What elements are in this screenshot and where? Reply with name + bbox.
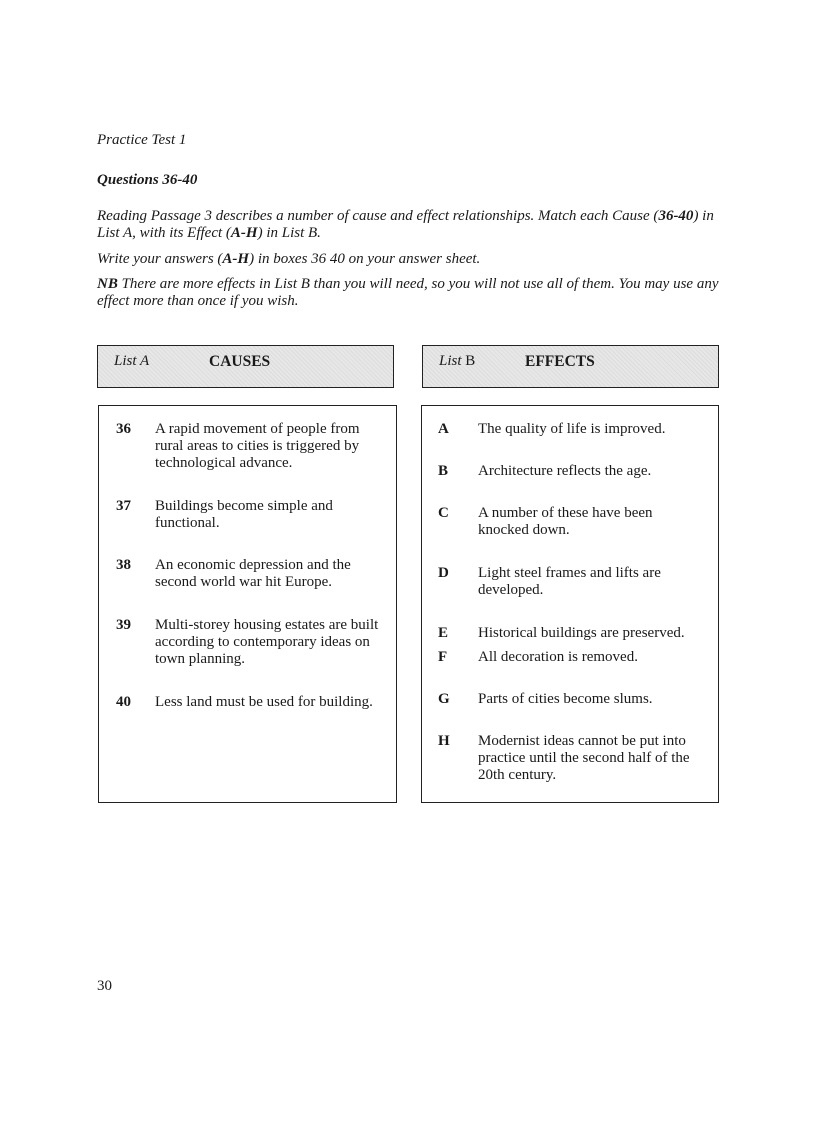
cause-text: Buildings become simple and functional. [155,498,333,531]
page-number: 30 [97,978,112,994]
instruction-text: ) in boxes 36 40 on your answer sheet. [249,251,481,267]
effect-item [438,691,713,711]
cause-text: Less land must be used for building. [155,694,373,710]
effect-letter: F [438,649,448,665]
list-a-title: CAUSES [209,353,271,370]
instruction-paragraph-3 [97,276,727,310]
list-b-tag-italic: List [439,353,462,369]
effect-text: Historical buildings are preserved. [478,625,685,641]
instruction-text: Write your answers ( [97,251,223,267]
effect-text: Architecture reflects the age. [478,463,652,479]
cause-number: 37 [116,498,131,514]
list-a-tag-text: List A [114,353,150,369]
cause-text: Multi-storey housing estates are built according to contemporary ideas on town planning. [155,617,379,667]
cause-item [116,421,386,481]
cause-text: A rapid movement of people from rural areas to cities is triggered by technological advance. [155,421,360,471]
instruction-text: ) in List B. [257,225,321,241]
questions-heading: Questions 36-40 [97,172,198,188]
effect-letter: H [438,733,450,749]
list-a-tag [114,353,149,370]
instruction-text: Reading Passage 3 describes a number of cause and effect relationships. Match each Cause ( [97,208,659,224]
instruction-bold: NB [97,276,118,292]
instruction-text: There are more effects in List B than you will need, so you will not use all of them. You may use any effect more than once if you wish. [97,276,719,309]
effect-letter: B [438,463,449,479]
effect-text: The quality of life is improved. [478,421,666,437]
instruction-paragraph-1 [97,208,727,242]
instruction-bold: A-H [222,251,250,267]
instruction-bold: A-H [230,225,258,241]
effect-letter: D [438,565,449,581]
cause-item [116,557,386,597]
cause-number: 40 [116,694,131,710]
effect-item [438,463,713,483]
effect-text: Modernist ideas cannot be put into practice until the second half of the 20th century. [478,733,690,783]
list-b-box [421,405,719,803]
cause-item [116,498,386,538]
effect-item [438,625,718,645]
instruction-bold: 36-40 [658,208,694,224]
effect-letter: A [438,421,449,437]
effect-text: Light steel frames and lifts are developed. [478,565,661,598]
effect-letter: C [438,505,449,521]
cause-number: 38 [116,557,131,573]
list-a-header [97,345,394,388]
cause-item [116,694,386,734]
instruction-text: ) in List A, with its Effect ( [97,208,714,241]
effect-text: All decoration is removed. [478,649,638,665]
list-b-tag [439,353,475,370]
cause-text: An economic depression and the second world war hit Europe. [155,557,351,590]
effect-item [438,505,713,545]
cause-number: 39 [116,617,131,633]
instruction-paragraph-2 [97,251,727,268]
effect-item [438,649,713,669]
effect-letter: G [438,691,450,707]
list-b-tag-letter: B [465,353,476,369]
effect-item [438,421,713,441]
cause-number: 36 [116,421,131,437]
effect-text: Parts of cities become slums. [478,691,653,707]
list-b-title: EFFECTS [525,353,595,370]
cause-item [116,617,386,677]
effect-item [438,565,713,605]
effect-letter: E [438,625,449,641]
list-b-header [422,345,719,388]
list-a-box [98,405,397,803]
effect-text: A number of these have been knocked down. [478,505,653,538]
running-head: Practice Test 1 [97,132,187,148]
effect-item [438,733,713,793]
